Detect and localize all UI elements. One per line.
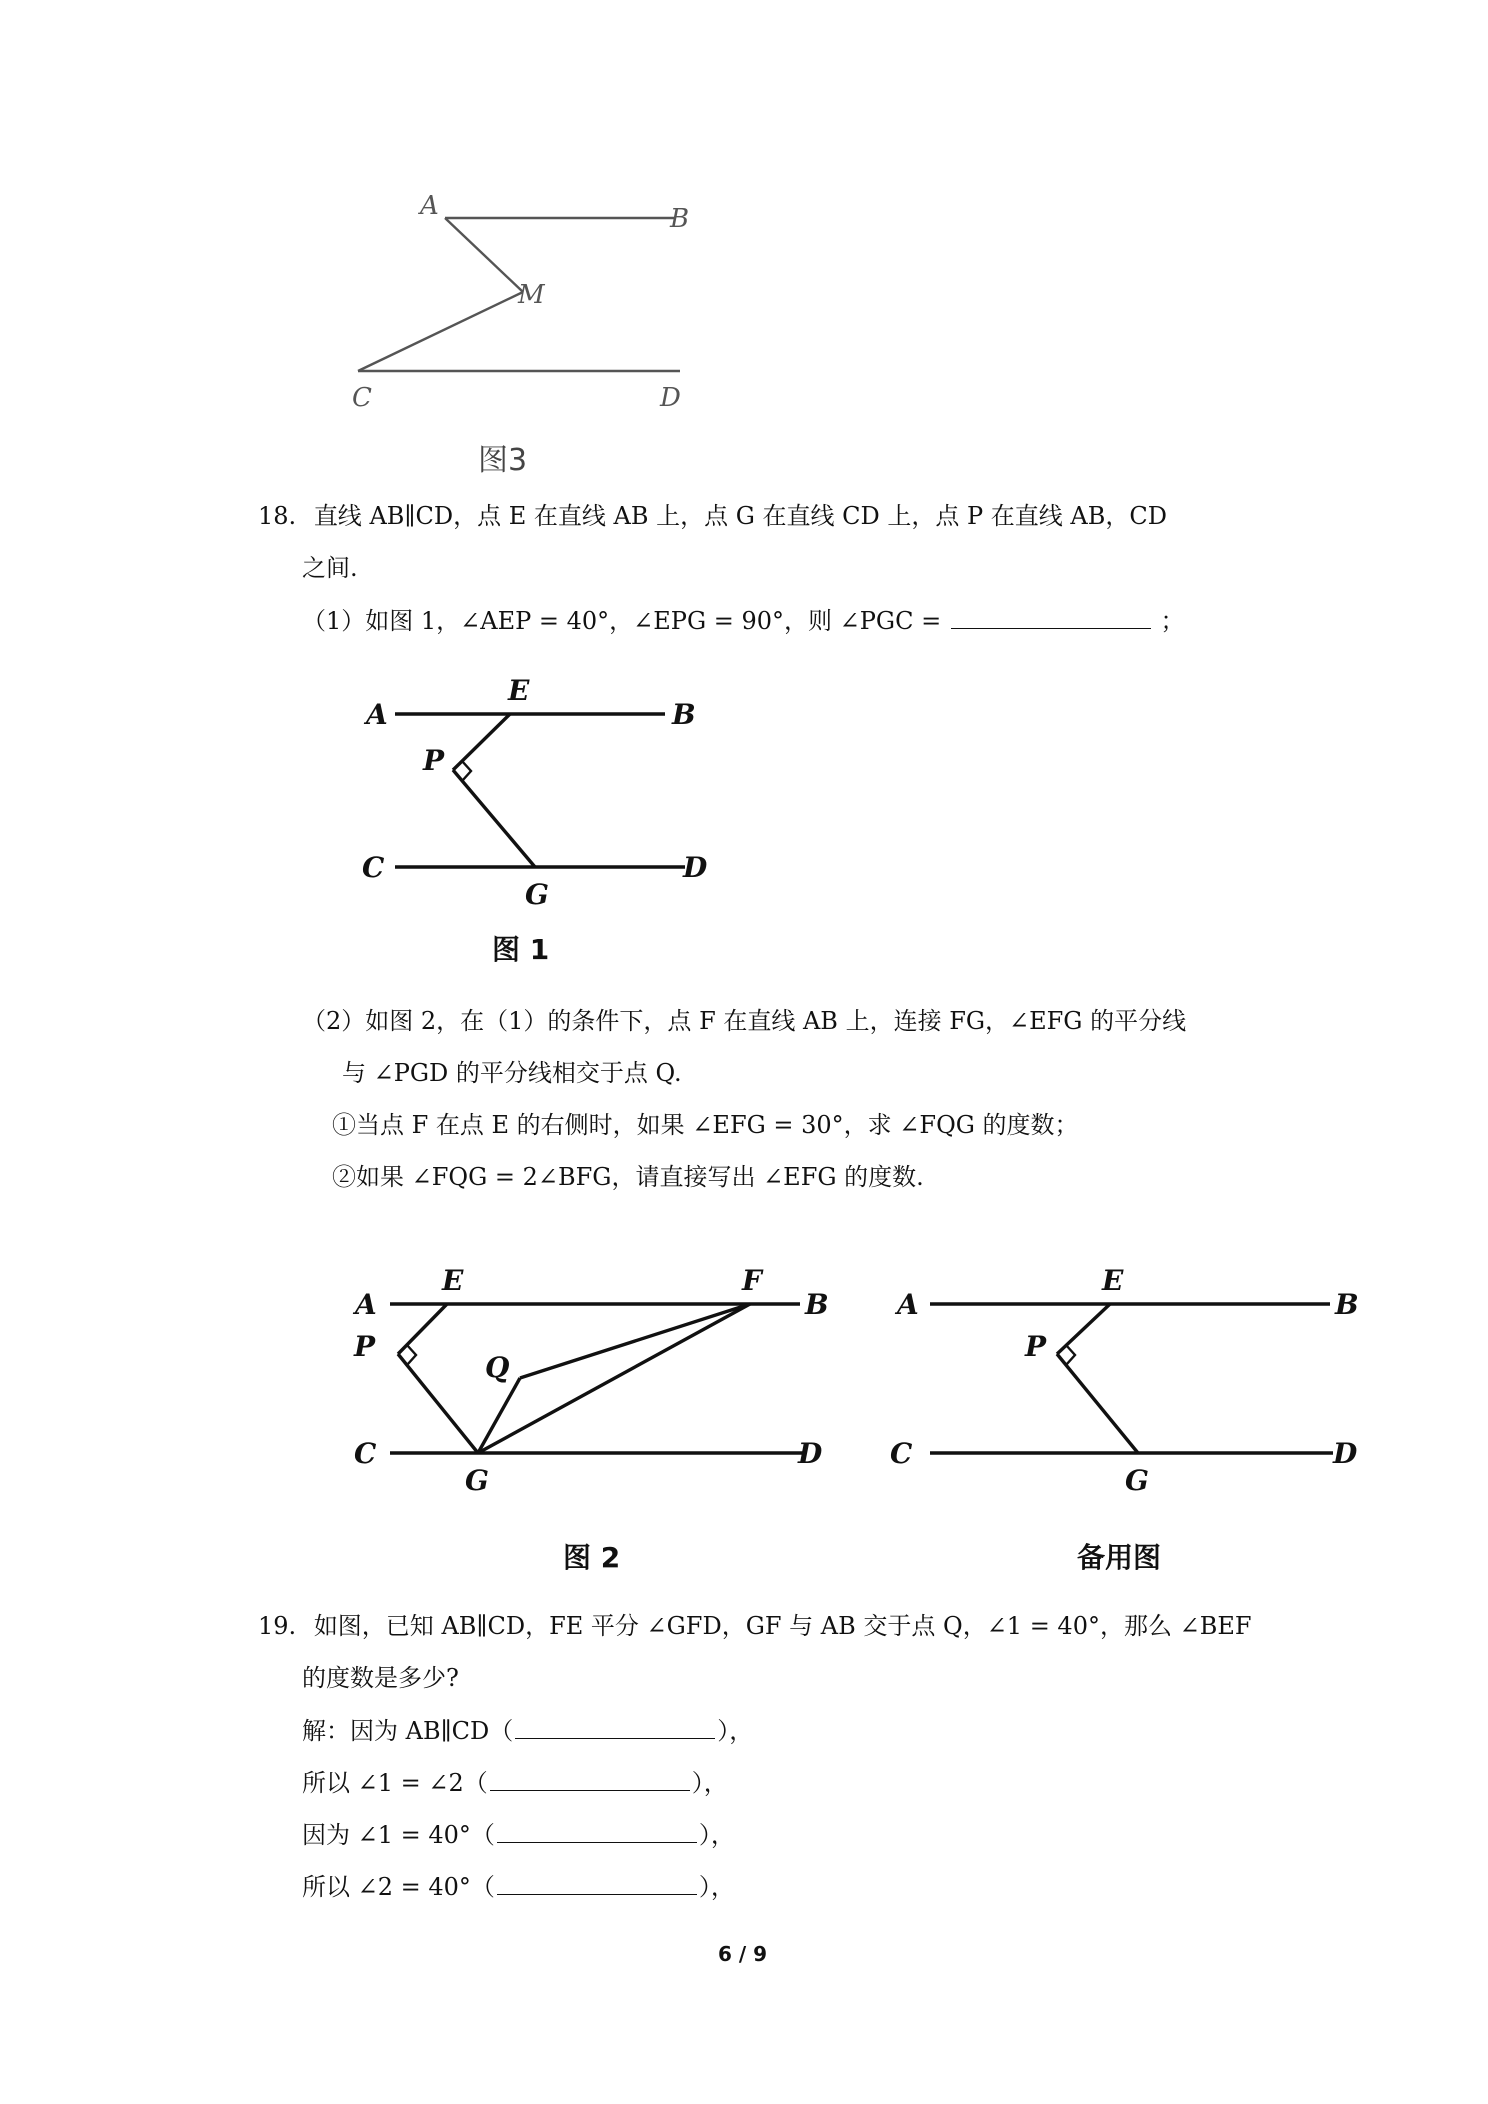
fig2-label-b: B [805,1288,829,1321]
fig2-label-p: P [354,1330,376,1363]
backup-label-p: P [1025,1330,1047,1363]
backup-label-g: G [1125,1464,1149,1497]
backup-label-b: B [1335,1288,1359,1321]
fig2-label-g: G [465,1464,489,1497]
fig2-label-e: E [442,1264,464,1297]
q19-step4 [302,1870,735,1903]
fig1-label-e: E [508,674,530,707]
fig2-label-d: D [798,1437,823,1470]
fig1-caption: 图 1 [492,933,550,966]
fig1-label-p: P [423,744,445,777]
backup-label-e: E [1102,1264,1124,1297]
fig1-label-b: B [672,698,696,731]
q19-text1: 如图，已知 AB∥CD，FE 平分 ∠GFD，GF 与 AB 交于点 Q，∠1 = 40°，那么 ∠BEF [313,1612,1252,1640]
page-number: 6 / 9 [718,1942,768,1966]
q19-blank-3[interactable] [497,1818,697,1843]
q18-number: 18. [258,502,297,530]
q19-step1-text: 解：因为 AB∥CD（ [302,1717,514,1745]
q19-blank-4[interactable] [497,1870,697,1895]
figure-2 [350,1260,840,1500]
q18-line2: 之间. [302,554,358,582]
fig2-label-f: F [742,1264,762,1297]
q19-number: 19. [258,1612,297,1640]
fig3-label-d: D [660,383,681,413]
figure-backup [885,1260,1385,1500]
q18-part2-line1: （2）如图 2，在（1）的条件下，点 F 在直线 AB 上，连接 FG，∠EFG 的平分线 [302,1007,1187,1035]
q18-part1-end: ； [1160,607,1185,635]
q19-step3-text: 因为 ∠1 = 40°（ [302,1821,495,1849]
q19-step3-end: ）， [698,1821,735,1849]
q18-part1 [302,604,1184,637]
fig2-caption: 图 2 [563,1541,621,1574]
fig1-label-d: D [683,851,708,884]
figure-3 [340,180,720,420]
fig3-label-m: M [518,280,545,310]
q19-step4-end: ）， [698,1873,735,1901]
fig2-label-q: Q [485,1351,510,1384]
q19-blank-2[interactable] [490,1766,690,1791]
fig1-label-a: A [366,698,388,731]
fig1-label-g: G [525,878,549,910]
q18-text1: 直线 AB∥CD，点 E 在直线 AB 上，点 G 在直线 CD 上，点 P 在直线 AB，CD [313,502,1168,530]
q18-answer-blank[interactable] [951,604,1151,629]
fig2-label-a: A [355,1288,377,1321]
q18-part1-text: （1）如图 1，∠AEP = 40°，∠EPG = 90°，则 ∠PGC = [302,607,942,635]
fig2-label-c: C [354,1437,377,1470]
backup-label-d: D [1333,1437,1358,1470]
q19-step3 [302,1818,735,1851]
q19-step1-end: ）， [717,1717,754,1745]
q19-line1 [258,1610,1252,1642]
fig1-label-c: C [362,851,385,884]
q19-step2-end: ）， [691,1769,728,1797]
q18-line1 [258,500,1167,532]
q19-blank-1[interactable] [515,1714,715,1739]
backup-label-a: A [897,1288,919,1321]
figure-1 [355,670,735,910]
q19-step2 [302,1766,728,1799]
backup-caption: 备用图 [1077,1541,1162,1574]
q19-step4-text: 所以 ∠2 = 40°（ [302,1873,495,1901]
fig3-label-a: A [420,191,439,221]
q18-sub2: ②如果 ∠FQG = 2∠BFG，请直接写出 ∠EFG 的度数. [332,1163,924,1191]
q19-step1 [302,1714,753,1747]
q18-sub1: ①当点 F 在点 E 的右侧时，如果 ∠EFG = 30°，求 ∠FQG 的度数； [332,1111,1079,1139]
q18-part2-line2: 与 ∠PGD 的平分线相交于点 Q. [342,1059,682,1087]
q19-line2: 的度数是多少? [302,1664,459,1692]
fig3-label-c: C [352,383,372,413]
fig3-label-b: B [670,204,690,234]
fig3-caption: 图3 [478,443,528,478]
q19-step2-text: 所以 ∠1 = ∠2（ [302,1769,488,1797]
backup-label-c: C [890,1437,913,1470]
